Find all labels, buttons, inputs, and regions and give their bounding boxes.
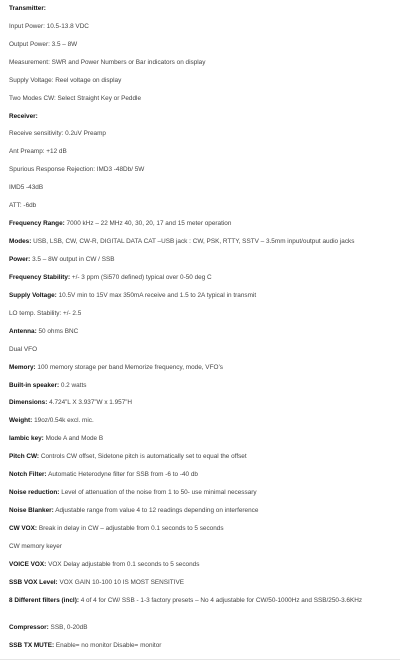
spec-value: Supply Voltage: Reel voltage on display (9, 77, 122, 84)
spec-value: Break in delay in CW – adjustable from 0.1 seconds to 5 seconds (37, 525, 224, 532)
spec-value: USB, LSB, CW, CW-R, DIGITAL DATA CAT –USB jack : CW, PSK, RTTY, SSTV – 3.5mm input/output audio jacks (31, 238, 355, 245)
spec-value: ATT: -6db (9, 202, 37, 209)
spec-value: 10.5V min to 15V max 350mA receive and 1.5 to 2A typical in transmit (56, 292, 257, 299)
spec-line-voice-vox (9, 561, 395, 569)
spec-line-measurement (9, 59, 395, 67)
spec-value: VOX Delay adjustable from 0.1 seconds to 5 seconds (46, 561, 200, 568)
spec-value: Enable= no monitor Disable= monitor (54, 642, 162, 649)
spec-value: CW memory keyer (9, 543, 62, 550)
spec-value: Level of attenuation of the noise from 1 to 50- use minimal necessary (59, 489, 257, 496)
spec-line-att (9, 202, 395, 210)
spec-value: 0.2 watts (59, 382, 87, 389)
spec-line-iambic-key (9, 435, 395, 443)
spec-line-memory (9, 364, 395, 372)
spec-label: Modes: (9, 238, 32, 245)
spec-value: Automatic Heterodyne filter for SSB from -6 to -40 db (46, 471, 198, 478)
spec-line-transmitter-heading (9, 5, 395, 13)
spec-line-supply-voltage-display (9, 77, 395, 85)
spec-line-imd5 (9, 184, 395, 192)
spec-value: Two Modes CW: Select Straight Key or Peddle (9, 95, 142, 102)
spec-label: SSB VOX Level: (9, 579, 58, 586)
spec-label: Weight: (9, 417, 33, 424)
spec-line-cw-vox (9, 525, 395, 533)
spec-label: Pitch CW: (9, 453, 40, 460)
spec-line-ant-preamp (9, 148, 395, 156)
spec-line-spurious-rejection (9, 166, 395, 174)
spec-value: IMD5 -43dB (9, 184, 44, 191)
spec-label: Transmitter: (9, 5, 46, 12)
spec-line-lo-temp-stability (9, 310, 395, 318)
spec-label: Antenna: (9, 328, 37, 335)
spec-label: Frequency Range: (9, 220, 65, 227)
spec-line-ssb-vox-level (9, 579, 395, 587)
spec-line-output-power (9, 41, 395, 49)
spec-value: +/- 3 ppm (Si570 defined) typical over 0-50 deg C (70, 274, 212, 281)
spec-label: Dimensions: (9, 399, 48, 406)
spec-line-cw-memory-keyer (9, 543, 395, 551)
spec-label: Power: (9, 256, 31, 263)
spec-line-modes (9, 238, 395, 246)
spec-label: 8 Different filters (incl): (9, 597, 79, 604)
spec-line-frequency-stability (9, 274, 395, 282)
spec-label: Iambic key: (9, 435, 44, 442)
spec-value: 100 memory storage per band Memorize frequency, mode, VFO’s (35, 364, 223, 371)
spec-label: Notch Filter: (9, 471, 47, 478)
spec-label: Receiver: (9, 113, 38, 120)
spec-value: 50 ohms BNC (36, 328, 79, 335)
spec-label: VOICE VOX: (9, 561, 47, 568)
spec-value: Measurement: SWR and Power Numbers or Bar indicators on display (9, 59, 206, 66)
spec-value: LO temp. Stability: +/- 2.5 (9, 310, 82, 317)
spec-value: Receive sensitivity: 0.2uV Preamp (9, 130, 106, 137)
spec-value: 19oz/0.54k excl. mic. (32, 417, 94, 424)
spec-line-ssb-tx-mute (9, 642, 395, 650)
spec-value: Output Power: 3.5 – 8W (9, 41, 78, 48)
spec-value: Input Power: 10.5-13.8 VDC (9, 23, 89, 30)
spec-label: Frequency Stability: (9, 274, 71, 281)
spec-line-two-modes-cw (9, 95, 395, 103)
spec-label: SSB TX MUTE: (9, 642, 55, 649)
spec-value: 3.5 – 8W output in CW / SSB (30, 256, 115, 263)
spec-line-receive-sensitivity (9, 130, 395, 138)
spec-line-antenna (9, 328, 395, 336)
spec-label: Supply Voltage: (9, 292, 57, 299)
spec-line-noise-blanker (9, 507, 395, 515)
spec-label: Compressor: (9, 624, 49, 631)
spec-line-supply-voltage (9, 292, 395, 300)
spec-value: Adjustable range from value 4 to 12 readings depending on interference (53, 507, 259, 514)
spec-label: Memory: (9, 364, 36, 371)
spec-value: Dual VFO (9, 346, 38, 353)
spec-value: Spurious Response Rejection: IMD3 -48Db/ 5W (9, 166, 145, 173)
spec-label: Noise reduction: (9, 489, 60, 496)
spec-line-pitch-cw (9, 453, 395, 461)
spec-line-power (9, 256, 395, 264)
spec-label: CW VOX: (9, 525, 38, 532)
spec-value: Controls CW offset, Sidetone pitch is automatically set to equal the offset (39, 453, 247, 460)
spec-line-compressor (9, 624, 395, 632)
spec-line-receiver-heading (9, 113, 395, 121)
spec-value: 7000 kHz – 22 MHz 40, 30, 20, 17 and 15 meter operation (64, 220, 232, 227)
spec-line-built-in-speaker (9, 382, 395, 390)
spec-line-noise-reduction (9, 489, 395, 497)
spec-value: VOX GAIN 10-100 10 IS MOST SENSITIVE (57, 579, 184, 586)
spec-line-input-power (9, 23, 395, 31)
spec-value: 4 of 4 for CW/ SSB - 1-3 factory presets – No 4 adjustable for CW/50-1000Hz and SSB/250-3.6KHz (78, 597, 363, 604)
spec-label: Noise Blanker: (9, 507, 54, 514)
spec-value: Mode A and Mode B (43, 435, 104, 442)
spec-value: SSB, 0-20dB (48, 624, 88, 631)
spec-line-notch-filter (9, 471, 395, 479)
spec-value: 4.724”L X 3.937”W x 1.957”H (47, 399, 133, 406)
spec-value: Ant Preamp: +12 dB (9, 148, 67, 155)
spec-line-filters (9, 597, 395, 605)
spec-label: Built-in speaker: (9, 382, 60, 389)
spec-line-weight (9, 417, 395, 425)
spec-line-frequency-range (9, 220, 395, 228)
spec-line-dual-vfo (9, 346, 395, 354)
spec-line-dimensions (9, 399, 395, 407)
